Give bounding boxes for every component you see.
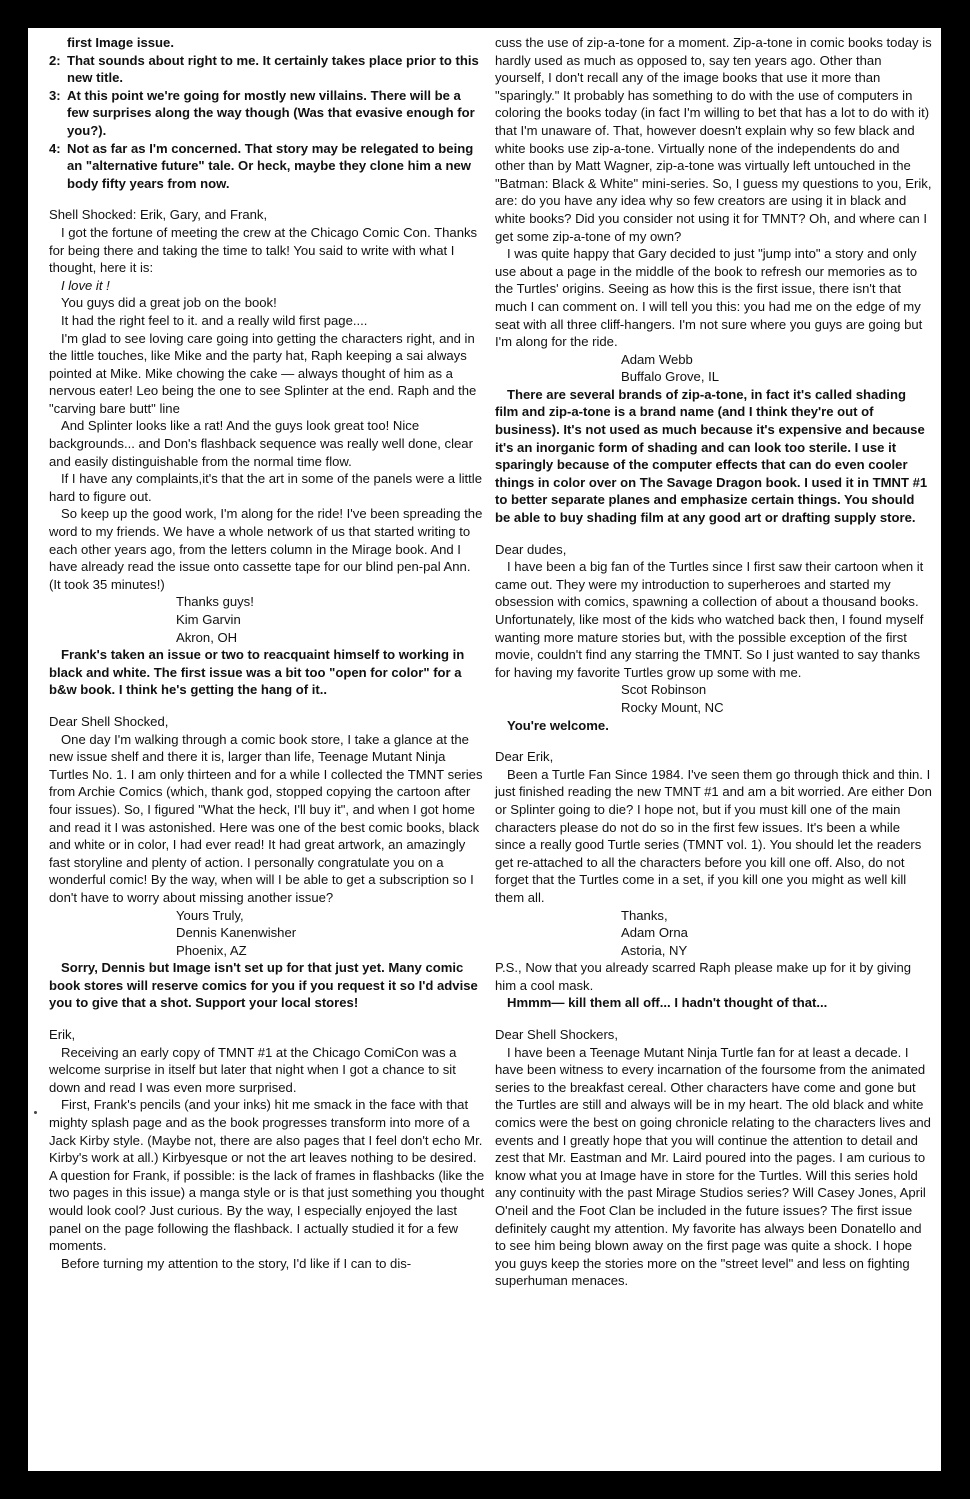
letter-salutation: Erik,	[49, 1027, 76, 1043]
letter-salutation: Dear dudes,	[495, 541, 567, 557]
letter-signature-location: Phoenix, AZ	[176, 942, 247, 958]
letter-shell-shockers	[495, 1026, 932, 1290]
letter-signature-name: Dennis Kanenwisher	[176, 925, 297, 941]
answer-continuation: first Image issue.	[67, 35, 174, 50]
letter-paragraph: I was quite happy that Gary decided to just "jump into" a story and only use about a page in the middle of the book to refresh our memories as to the Turtles' origins. Seeing as how this is the first issue, there isn't that much I can comment on. I will tell you this: you had me on the edge of my seat with all three cliff-hangers. I'm not sure where you guys are going but I'm along for the ride.	[495, 246, 923, 350]
letter-signature-location: Akron, OH	[176, 629, 238, 645]
letter-signature-name: Scot Robinson	[621, 682, 707, 698]
letter-kim-garvin	[49, 206, 485, 699]
editor-response: Sorry, Dennis but Image isn't set up for that just yet. Many comic book stores will reserve comics for you if you request it so I'd advise you to give that a shot. Support your local stores!	[49, 960, 478, 1011]
letter-paragraph: You guys did a great job on the book!	[61, 295, 277, 311]
letter-dennis-kanenwisher	[49, 713, 485, 1012]
letter-postscript: P.S., Now that you already scarred Raph please make up for it by giving him a cool mask.	[495, 960, 912, 993]
letter-adam-webb-part1	[49, 1026, 485, 1272]
letter-closing: Thanks guys!	[176, 594, 254, 610]
letter-paragraph: I got the fortune of meeting the crew at the Chicago Comic Con. Thanks for being there and taking the time to talk! You said to write with what I thought, here it is:	[49, 224, 478, 276]
answer-item: 3: At this point we're going for mostly new villains. There will be a few surprises along the way though (Was that evasive enough for you?).	[49, 87, 475, 138]
letter-paragraph: I love it !	[61, 277, 110, 293]
letter-paragraph: It had the right feel to it. and a really wild first page....	[61, 312, 368, 328]
letters-page	[28, 28, 941, 1471]
letter-paragraph: One day I'm walking through a comic book store, I take a glance at the new issue shelf and there it is, larger than life, Teenage Mutant Ninja Turtles No. 1. I am only thirteen and for a while I collected the TMNT series from Archie Comics (which, thank god, stopped copying the cartoon after four issues). So, I figured "What the heck, I'll buy it", and when I got home and read it I was astonished. Here was one of the best comic books, black and white or in color, I had ever read! It had great artwork, an amazingly fast storyline and plenty of action. I personally congratulate you on a wonderful comic! By the way, when will I be able to get a subscription so I don't have to worry about missing another issue?	[49, 731, 483, 905]
letter-signature-location: Rocky Mount, NC	[621, 699, 724, 715]
answer-item: 2: That sounds about right to me. It certainly takes place prior to this new title.	[49, 52, 479, 86]
letter-paragraph: Receiving an early copy of TMNT #1 at the Chicago ComiCon was a welcome surprise in itself but later that night when I got a chance to sit down and read I was even more surprised.	[49, 1044, 457, 1095]
letter-signature-location: Buffalo Grove, IL	[621, 369, 720, 385]
answer-list	[49, 52, 485, 193]
letter-paragraph: And Splinter looks like a rat! And the guys look great too! Nice backgrounds... and Don's flashback sequence was really well done, clear and easily distinguishable from the normal time flow.	[49, 418, 473, 469]
letter-signature-location: Astoria, NY	[621, 942, 688, 958]
letter-paragraph: Been a Turtle Fan Since 1984. I've seen them go through thick and thin. I just finished reading the new TMNT #1 and am a bit worried. Are either Don or Splinter going to die? I hope not, but if you must kill one of the main characters please do not do so in the first few issues. It's been a while since a really good Turtle series (TMNT vol. 1). You should let the readers get re-attached to all the characters before you kill one off. Also, do not forget that the Turtles come in a set, if you kill one you might as well kill them all.	[495, 766, 932, 905]
letter-paragraph: If I have any complaints,it's that the art in some of the panels were a little hard to figure out.	[49, 471, 482, 504]
letter-closing: Thanks,	[621, 907, 668, 923]
answer-item: 4: Not as far as I'm concerned. That story may be relegated to being an "alternative future" tale. Or heck, maybe they clone him a new body fifty years from now.	[49, 140, 474, 191]
letter-paragraph: I'm glad to see loving care going into getting the characters right, and in the little touches, like Mike and the party hat, Raph keeping a sai always pointed at Mike. Mike chowing the cake — always thought of him as a nervous eater! Leo being the one to see Splinter at the end. Raph and the "carving bare butt" line	[49, 330, 477, 416]
letter-paragraph: cuss the use of zip-a-tone for a moment. Zip-a-tone in comic books today is hardly used as much as opposed to, say ten years ago. Other than yourself, I don't recall any of the image books that use it more than "sparingly." It probably has something to do with the use of computers in coloring the books today (in fact I'm willing to bet that has a lot to do with it) that I'm unaware of. That, however doesn't explain why so few black and white books use zip-a-tone. Virtually none of the independents do and other than by Matt Wagner, zip-a-tone was virtually left untouched in the "Batman: Black & White" mini-series. So, I guess my questions to you, Erik, are: do you have any idea why so few creators are using it in black and white books? Did you consider not using it for TMNT? Oh, and where can I get some zip-a-tone of my own?	[495, 35, 932, 244]
letter-paragraph: First, Frank's pencils (and your inks) hit me smack in the face with that mighty splash page and as the book progresses transform into more of a Jack Kirby style. (Maybe not, there are also pages that I feel don't echo Mr. Kirby's work at all.) Kirbyesque or not the art leaves nothing to be desired. A question for Frank, if possible: is the lack of frames in flashbacks (like the two pages in this issue) a manga style or is that just something you thought would look cool? Just curious. By the way, I especially enjoyed the last panel on the page following the flashback. I actually studied it for a few moments.	[49, 1097, 485, 1254]
letter-paragraph: So keep up the good work, I'm along for the ride! I've been spreading the word to my friends. We have a whole network of us that started writing to each other years ago, from the letters column in the Mirage book. And I have already read the issue onto cassette tape for our blind pen-pal Ann. (It took 35 minutes!)	[49, 506, 483, 592]
letter-closing: Yours Truly,	[176, 907, 244, 923]
ink-speck	[34, 1111, 37, 1114]
editor-response: There are several brands of zip-a-tone, in fact it's called shading film and zip-a-tone is a brand name (and I think they're out of business). It's not used as much because it's expensive and because it's an inorganic form of shading and can look too sterile. I use it sparingly because of the computer effects that can do even cooler things in color over on The Savage Dragon book. I used it in TMNT #1 to better separate planes and emphasize certain things. You should be able to buy shading film at any good art or drafting supply store.	[495, 386, 928, 526]
letter-signature-name: Adam Webb	[621, 351, 693, 367]
editor-response: You're welcome.	[507, 717, 609, 733]
editor-response: Hmmm— kill them all off... I hadn't thought of that...	[507, 995, 828, 1011]
editor-response: Frank's taken an issue or two to reacquaint himself to working in black and white. The first issue was a bit too "open for color" for a b&w book. I think he's getting the hang of it..	[49, 647, 465, 698]
letter-paragraph: I have been a Teenage Mutant Ninja Turtle fan for at least a decade. I have been witness to every incarnation of the foursome from the animated series to the breakfast cereal. Other characters have come and gone but the Turtles are still and always will be in my heart. The old black and white comics were the best on going chronicle relating to the characters lives and events and I greatly hope that you will continue the attention to detail and zest that Mr. Eastman and Mr. Laird poured into the pages. I am curious to know what you at Image have in store for the Turtles. Will this series hold any continuity with the past Mirage Studios series? Will Casey Jones, April O'neil and the Foot Clan be included in the future issues? The first issue definitely caught my attention. My favorite has always been Donatello and to see him being blown away on the first page was quite a shock. I hope you guys keep the stories more on the "street level" and less on fighting superhuman menaces.	[495, 1044, 931, 1289]
right-column	[495, 34, 932, 1290]
letter-adam-webb-part2	[495, 34, 932, 527]
letter-signature-name: Adam Orna	[621, 925, 688, 941]
letter-salutation: Dear Shell Shockers,	[495, 1027, 618, 1043]
left-column	[49, 34, 485, 1272]
letter-scot-robinson	[495, 541, 932, 735]
letter-paragraph: I have been a big fan of the Turtles since I first saw their cartoon when it came out. They were my introduction to superheroes and started my obsession with comics, spawning a collection of about a thousand books. Unfortunately, like most of the kids who watched back then, I found myself wanting more mature stories but, with the possible exception of the first movie, couldn't find any starring the TMNT. So I just wanted to say thanks for having my favorite Turtles grow up some with me.	[495, 559, 924, 680]
letter-salutation: Dear Erik,	[495, 749, 554, 765]
letter-salutation: Dear Shell Shocked,	[49, 713, 169, 729]
letter-signature-name: Kim Garvin	[176, 612, 241, 627]
letter-adam-orna	[495, 748, 932, 1012]
letter-salutation: Shell Shocked: Erik, Gary, and Frank,	[49, 207, 268, 223]
letter-paragraph: Before turning my attention to the story, I'd like if I can to dis-	[61, 1255, 412, 1271]
